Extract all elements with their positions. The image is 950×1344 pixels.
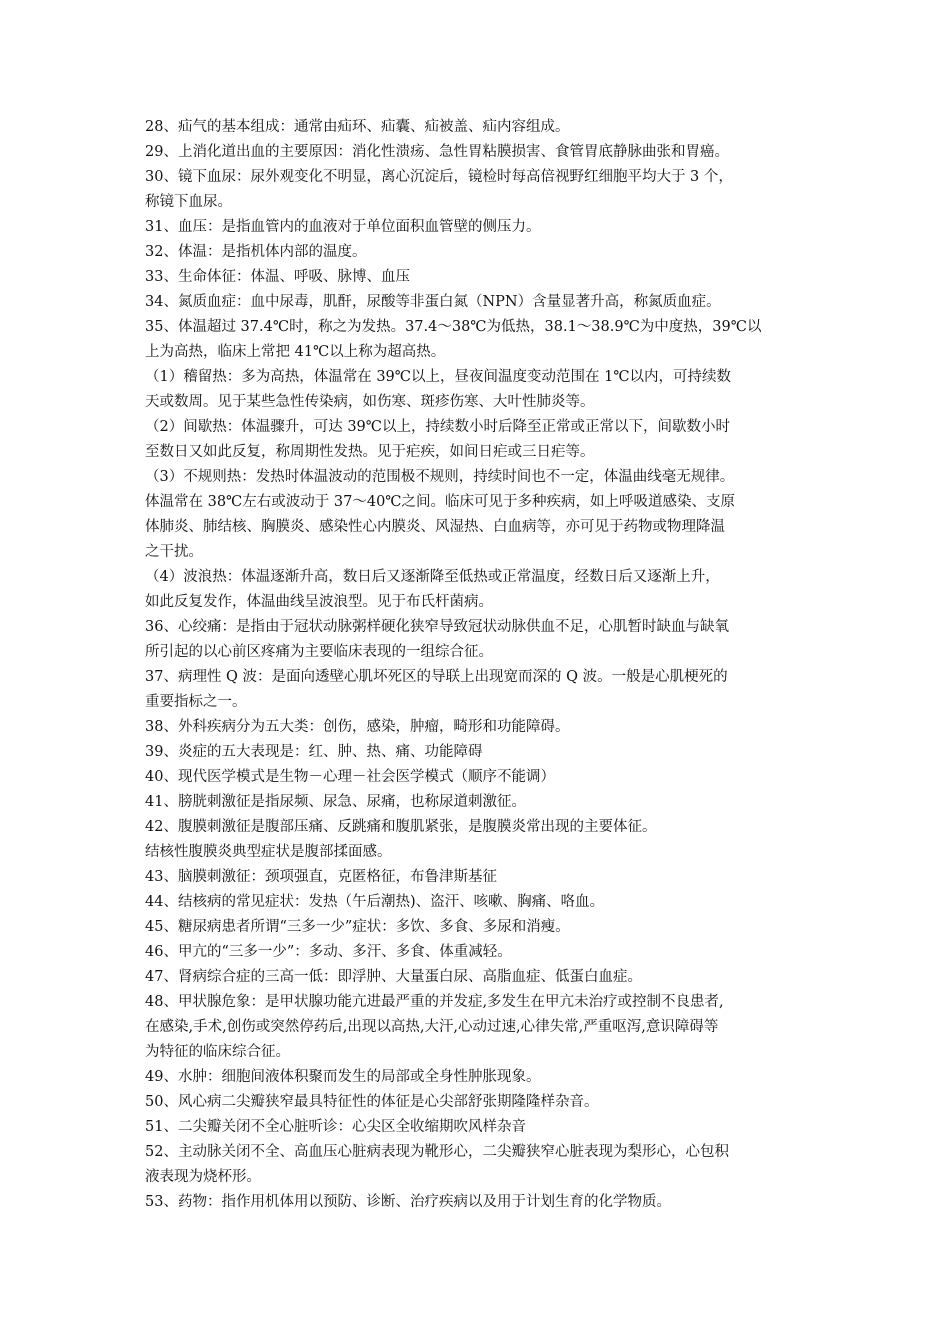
text-line: 之干扰。 xyxy=(145,544,203,560)
text-line: 32、体温：是指机体内部的温度。 xyxy=(145,244,367,260)
text-line: 所引起的以心前区疼痛为主要临床表现的一组综合征。 xyxy=(145,644,493,660)
text-line: 在感染,手术,创伤或突然停药后,出现以高热,大汗,心动过速,心律失常,严重呕泻,意识障碍等 xyxy=(145,1019,719,1035)
text-line: 50、风心病二尖瓣狭窄最具特征性的体征是心尖部舒张期隆隆样杂音。 xyxy=(145,1094,599,1110)
text-line: 35、体温超过 37.4℃时，称之为发热。37.4～38℃为低热，38.1～38.9℃为中度热，39℃以 xyxy=(145,319,762,335)
text-line: 36、心绞痛：是指由于冠状动脉粥样硬化狭窄导致冠状动脉供血不足，心肌暂时缺血与缺氧 xyxy=(145,619,729,635)
text-line: 29、上消化道出血的主要原因：消化性溃疡、急性胃粘膜损害、食管胃底静脉曲张和胃癌。 xyxy=(145,144,729,160)
text-line: 53、药物：指作用机体用以预防、诊断、治疗疾病以及用于计划生育的化学物质。 xyxy=(145,1194,671,1210)
document-body xyxy=(145,115,810,1215)
text-line: 41、膀胱刺激征是指尿频、尿急、尿痛，也称尿道刺激征。 xyxy=(145,794,526,810)
text-line: 33、生命体征：体温、呼吸、脉博、血压 xyxy=(145,269,410,285)
text-line: 上为高热，临床上常把 41℃以上称为超高热。 xyxy=(145,344,446,360)
text-line: 46、甲亢的“三多一少”：多动、多汗、多食、体重减轻。 xyxy=(145,944,512,960)
text-line: 48、甲状腺危象：是甲状腺功能亢进最严重的并发症,多发生在甲亢未治疗或控制不良患者, xyxy=(145,994,724,1010)
text-line: 液表现为烧杯形。 xyxy=(145,1169,261,1185)
text-line: 49、水肿：细胞间液体积聚而发生的局部或全身性肿胀现象。 xyxy=(145,1069,541,1085)
text-line: 30、镜下血尿：尿外观变化不明显，离心沉淀后，镜检时每高倍视野红细胞平均大于 3 个， xyxy=(145,169,733,185)
text-line: 28、疝气的基本组成：通常由疝环、疝囊、疝被盖、疝内容组成。 xyxy=(145,119,570,135)
text-line: 47、肾病综合症的三高一低：即浮肿、大量蛋白尿、高脂血症、低蛋白血症。 xyxy=(145,969,642,985)
text-line: 结核性腹膜炎典型症状是腹部揉面感。 xyxy=(145,844,392,860)
text-line: 天或数周。见于某些急性传染病，如伤寒、斑疹伤寒、大叶性肺炎等。 xyxy=(145,394,595,410)
text-line: 44、结核病的常见症状：发热（午后潮热)、盗汗、咳嗽、胸痛、咯血。 xyxy=(145,894,605,910)
text-line: 39、炎症的五大表现是：红、肿、热、痛、功能障碍 xyxy=(145,744,483,760)
text-line: 37、病理性 Q 波：是面向透壁心肌坏死区的导联上出现宽而深的 Q 波。一般是心肌梗死的 xyxy=(145,669,728,685)
text-line: 42、腹膜刺激征是腹部压痛、反跳痛和腹肌紧张，是腹膜炎常出现的主要体征。 xyxy=(145,819,657,835)
text-line: （1）稽留热：多为高热，体温常在 39℃以上，昼夜间温度变动范围在 1℃以内，可持续数 xyxy=(145,369,732,385)
text-line: 38、外科疾病分为五大类：创伤，感染，肿瘤，畸形和功能障碍。 xyxy=(145,719,570,735)
text-line: （4）波浪热：体温逐渐升高，数日后又逐渐降至低热或正常温度，经数日后又逐渐上升， xyxy=(145,569,720,585)
text-line: 34、氮质血症：血中尿毒，肌酐，尿酸等非蛋白氮（NPN）含量显著升高，称氮质血症。 xyxy=(145,294,721,310)
text-line: 51、二尖瓣关闭不全心脏听诊：心尖区全收缩期吹风样杂音 xyxy=(145,1119,526,1135)
text-line: （2）间歇热：体温骤升，可达 39℃以上，持续数小时后降至正常或正常以下，间歇数小时 xyxy=(145,419,731,435)
text-line: 体肺炎、肺结核、胸膜炎、感染性心内膜炎、风湿热、白血病等，亦可见于药物或物理降温 xyxy=(145,519,725,535)
text-line: 43、脑膜刺激征：颈项强直，克匿格征，布鲁津斯基征 xyxy=(145,869,497,885)
text-line: 31、血压：是指血管内的血液对于单位面积血管壁的侧压力。 xyxy=(145,219,541,235)
text-line: 称镜下血尿。 xyxy=(145,194,232,210)
text-line: 重要指标之一。 xyxy=(145,694,247,710)
text-line: 40、现代医学模式是生物－心理－社会医学模式（顺序不能调） xyxy=(145,769,555,785)
text-line: 至数日又如此反复，称周期性发热。见于疟疾，如间日疟或三日疟等。 xyxy=(145,444,595,460)
text-line: （3）不规则热：发热时体温波动的范围极不规则，持续时间也不一定，体温曲线毫无规律。 xyxy=(145,469,735,485)
text-line: 如此反复发作，体温曲线呈波浪型。见于布氏杆菌病。 xyxy=(145,594,493,610)
text-line: 为特征的临床综合征。 xyxy=(145,1044,290,1060)
text-line: 体温常在 38℃左右或波动于 37～40℃之间。临床可见于多种疾病，如上呼吸道感染、支原 xyxy=(145,494,736,510)
text-line: 52、主动脉关闭不全、高血压心脏病表现为靴形心，二尖瓣狭窄心脏表现为梨形心，心包积 xyxy=(145,1144,729,1160)
text-line: 45、糖尿病患者所谓“三多一少”症状：多饮、多食、多尿和消瘦。 xyxy=(145,919,570,935)
